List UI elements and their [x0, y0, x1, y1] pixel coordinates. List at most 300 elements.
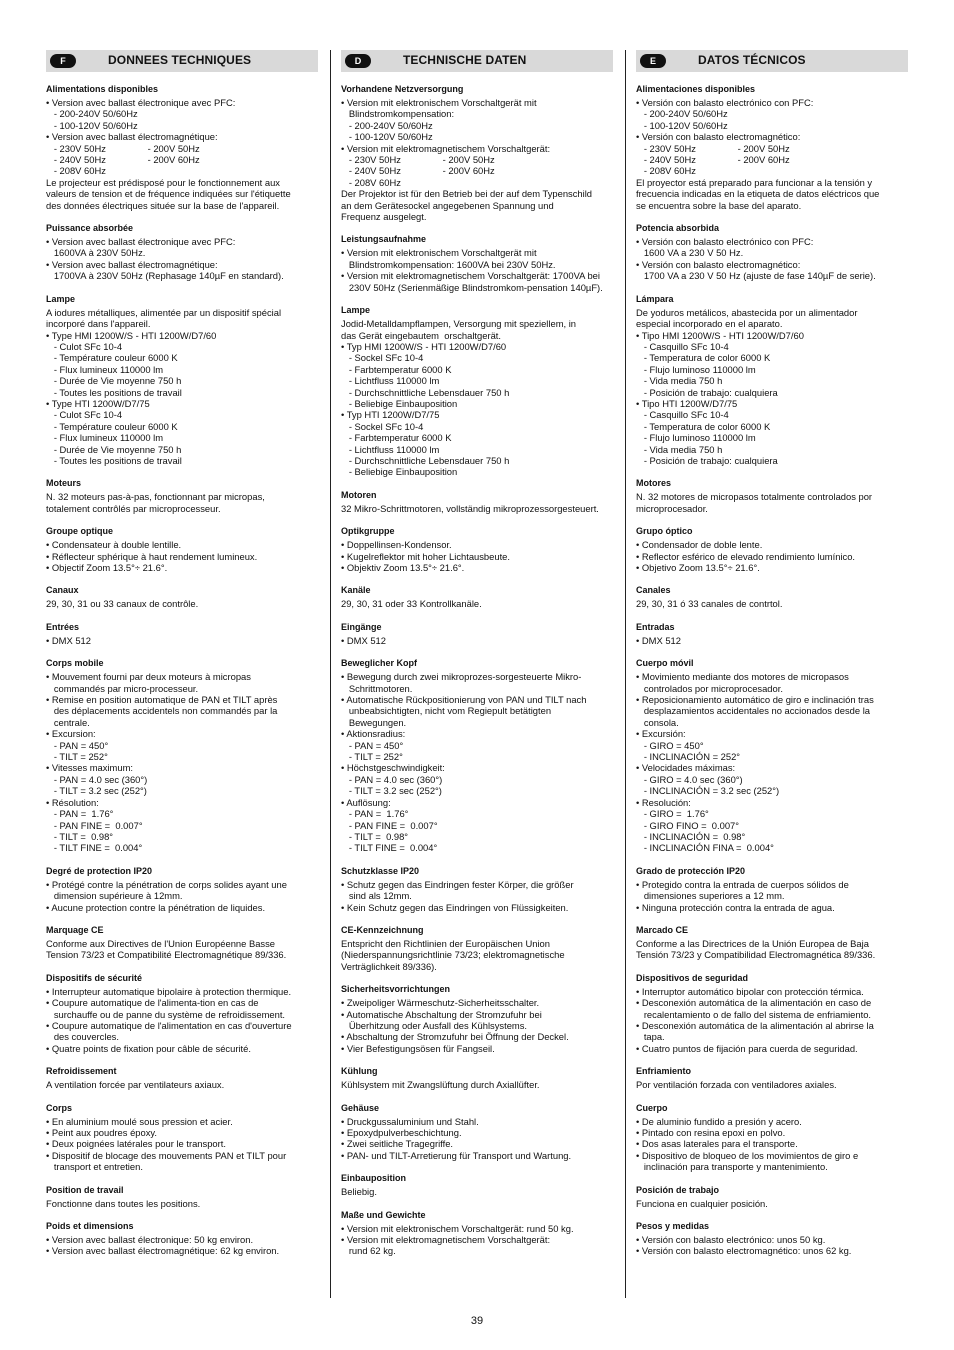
- spec-line: - TILT = 3.2 sec (252°): [46, 785, 147, 797]
- spec-heading: Motoren: [341, 489, 377, 500]
- spec-line: • Type HMI 1200W/S - HTI 1200W/D7/60: [46, 329, 217, 341]
- spec-line: - TILT = 252°: [46, 751, 108, 763]
- spec-line: - Vida media 750 h: [636, 443, 723, 455]
- spec-line: - INCLINACIÓN = 252°: [636, 751, 741, 763]
- spec-line: • Version avec ballast électromagnétique:: [46, 131, 218, 143]
- spec-line: • Excursión:: [636, 728, 686, 740]
- spec-line: • Automatische Abschaltung der Stromzufuhr bei: [341, 1008, 542, 1020]
- spec-line: • En aluminium moulé sous pression et acier.: [46, 1115, 233, 1127]
- spec-heading: Einbauposition: [341, 1173, 406, 1184]
- spec-line: unbeabsichtigten, nicht vom Regiepult betätigten: [341, 705, 552, 717]
- spec-section: [341, 1102, 613, 1162]
- spec-line: - INCLINACIÓN = 0.98°: [636, 830, 746, 842]
- spec-section: [341, 1209, 613, 1257]
- spec-line: - INCLINACIÓN FINA = 0.004°: [636, 842, 774, 854]
- spec-line: • Reposicionamiento automático de giro e inclinación tras: [636, 694, 874, 706]
- spec-line: - 240V 50Hz - 200V 60Hz: [636, 154, 790, 166]
- spec-line: El proyector está preparado para funcionar a la tensión y: [636, 176, 873, 188]
- spec-line: • Vier Befestigungsösen für Fangseil.: [341, 1042, 495, 1054]
- spec-line: • Remise en position automatique de PAN et TILT après: [46, 694, 278, 706]
- spec-line: Kühlsystem mit Zwangslüftung durch Axiallüfter.: [341, 1079, 540, 1091]
- spec-line: - 208V 60Hz: [341, 176, 401, 188]
- spec-line: Entspricht den Richtlinien der Europäischen Union: [341, 937, 550, 949]
- spec-line: - Casquillo SFc 10-4: [636, 409, 729, 421]
- spec-line: N. 32 moteurs pas-à-pas, fonctionnant par micropas,: [46, 491, 265, 503]
- spec-heading: Grupo óptico: [636, 526, 693, 537]
- spec-line: • DMX 512: [341, 634, 386, 646]
- spec-line: • Dispositif de blocage des mouvements PAN et TILT pour: [46, 1149, 287, 1161]
- spec-line: • Velocidades máximas:: [636, 762, 736, 774]
- language-badge: D: [345, 54, 371, 68]
- spec-line: surchauffe ou de panne du système de refroidissement.: [46, 1008, 286, 1020]
- spec-line: - Lichtfluss 110000 lm: [341, 375, 440, 387]
- spec-heading: Dispositivos de seguridad: [636, 972, 749, 983]
- spec-line: - Farbtemperatur 6000 K: [341, 432, 452, 444]
- spec-line: Conforme a las Directrices de la Unión Europea de Baja: [636, 937, 869, 949]
- spec-line: • Excursion:: [46, 728, 96, 740]
- spec-line: - Lichtfluss 110000 lm: [341, 443, 440, 455]
- spec-line: - Flujo luminoso 110000 lm: [636, 363, 756, 375]
- spec-line: N. 32 motores de micropasos totalmente controlados por: [636, 491, 873, 503]
- spec-heading: Canaux: [46, 585, 79, 596]
- spec-line: • Kein Schutz gegen das Eindringen von Flüssigkeiten.: [341, 901, 569, 913]
- spec-line: des couvercles.: [46, 1031, 119, 1043]
- spec-line: • Versión con balasto electrónico con PFC:: [636, 236, 814, 248]
- spec-section: [46, 83, 318, 211]
- spec-line: - Durchschnittliche Lebensdauer 750 h: [341, 386, 510, 398]
- spec-line: Jodid-Metalldampflampen, Versorgung mit speziellem, in: [341, 318, 577, 330]
- spec-heading: Maße und Gewichte: [341, 1209, 426, 1220]
- spec-line: • Mouvement fourni par deux moteurs à micropas: [46, 671, 251, 683]
- spec-heading: Cuerpo: [636, 1102, 668, 1113]
- spec-line: 1600 VA a 230 V 50 Hz.: [636, 247, 744, 259]
- column-german: [341, 50, 613, 1268]
- spec-line: • Version mit elektronischem Vorschaltgerät: rund 50 kg.: [341, 1222, 574, 1234]
- spec-line: 230V 50Hz (Serienmäßige Blindstromkom-pensation 140µF).: [341, 281, 603, 293]
- spec-line: • Version avec ballast électronique: 50 kg environ.: [46, 1234, 254, 1246]
- spec-section: [341, 83, 613, 222]
- spec-line: • Tipo HTI 1200W/D7/75: [636, 397, 738, 409]
- spec-heading: Sicherheitsvorrichtungen: [341, 984, 451, 995]
- spec-section: [46, 865, 318, 913]
- spec-line: - TILT = 3.2 sec (252°): [341, 785, 442, 797]
- spec-line: 1700VA à 230V 50Hz (Rephasage 140µF en standard).: [46, 270, 284, 282]
- spec-line: centrale.: [46, 716, 90, 728]
- spec-heading: Kühlung: [341, 1066, 378, 1077]
- spec-line: A iodures métalliques, alimentée par un dispositif spécial: [46, 306, 282, 318]
- spec-section: [636, 924, 908, 961]
- spec-heading: Leistungsaufnahme: [341, 234, 427, 245]
- spec-heading: Canales: [636, 585, 671, 596]
- spec-heading: Entrées: [46, 621, 80, 632]
- spec-line: • Schutz gegen das Eindringen fester Körper, die größer: [341, 878, 574, 890]
- spec-heading: Lámpara: [636, 293, 674, 304]
- spec-line: - 200-240V 50/60Hz: [636, 108, 728, 120]
- spec-section: [341, 304, 613, 478]
- spec-line: Fonctionne dans toutes les positions.: [46, 1197, 201, 1209]
- spec-heading: Entradas: [636, 621, 675, 632]
- spec-section: [636, 1220, 908, 1257]
- spec-line: • Versión con balasto electromagnético: unos 62 kg.: [636, 1245, 852, 1257]
- spec-line: • Version avec ballast électronique avec PFC:: [46, 97, 236, 108]
- spec-heading: Grado de protección IP20: [636, 865, 746, 876]
- spec-line: tapa.: [636, 1031, 665, 1043]
- spec-line: • Versión con balasto electrónico con PFC:: [636, 97, 814, 108]
- spec-line: • DMX 512: [46, 634, 91, 646]
- spec-section: [46, 477, 318, 514]
- spec-line: • Résolution:: [46, 796, 99, 808]
- spec-line: • Objektiv Zoom 13.5°÷ 21.6°.: [341, 562, 465, 573]
- spec-heading: CE-Kennzeichnung: [341, 924, 424, 935]
- spec-heading: Dispositifs de sécurité: [46, 972, 143, 983]
- language-badge: F: [50, 54, 76, 68]
- column-title: DATOS TÉCNICOS: [698, 53, 806, 67]
- spec-line: A ventilation forcée par ventilateurs axiaux.: [46, 1079, 225, 1091]
- spec-line: - PAN = 1.76°: [46, 808, 114, 820]
- spec-line: • Epoxydpulverbeschichtung.: [341, 1127, 462, 1138]
- spec-line: se encuentra sobre la base del aparato.: [636, 199, 802, 211]
- spec-line: dimensiones superiores a 12 mm.: [636, 890, 785, 902]
- spec-heading: Degré de protection IP20: [46, 865, 153, 876]
- spec-line: - Sockel SFc 10-4: [341, 352, 424, 364]
- spec-line: • Bewegung durch zwei mikroprozes-sorgesteuerte Mikro-: [341, 671, 582, 683]
- spec-heading: Lampe: [46, 293, 76, 304]
- spec-section: [46, 972, 318, 1054]
- spec-line: an dem Gerätesockel angegebenen Spannung und: [341, 199, 554, 211]
- spec-line: • Druckgussaluminium und Stahl.: [341, 1115, 479, 1127]
- spec-line: • Version mit elektromagnetischem Vorschaltgerät:: [341, 1234, 551, 1246]
- spec-line: • Cuatro puntos de fijación para cuerda de seguridad.: [636, 1042, 858, 1054]
- spec-line: • Vitesses maximum:: [46, 762, 133, 774]
- spec-line: Le projecteur est prédisposé pour le fonctionnement aux: [46, 176, 280, 188]
- spec-line: - Sockel SFc 10-4: [341, 420, 424, 432]
- spec-line: - Temperatura de color 6000 K: [636, 420, 771, 432]
- spec-line: - Beliebige Einbauposition: [341, 466, 458, 478]
- spec-line: - TILT FINE = 0.004°: [341, 842, 438, 854]
- spec-heading: Cuerpo móvil: [636, 658, 694, 669]
- spec-line: - Durée de Vie moyenne 750 h: [46, 375, 182, 387]
- spec-line: • Movimiento mediante dos motores de micropasos: [636, 671, 849, 683]
- spec-section: [341, 489, 613, 514]
- spec-line: • Zweipoliger Wärmeschutz-Sicherheitsschalter.: [341, 997, 540, 1009]
- spec-line: - PAN FINE = 0.007°: [341, 819, 438, 831]
- spec-line: - Posición de trabajo: cualquiera: [636, 454, 778, 466]
- spec-line: - Température couleur 6000 K: [46, 420, 178, 432]
- spec-section: [46, 222, 318, 282]
- spec-section: [46, 584, 318, 609]
- spec-line: • Typ HTI 1200W/D7/75: [341, 409, 440, 421]
- spec-line: • Peint aux poudres époxy.: [46, 1127, 157, 1138]
- spec-line: • Auflösung:: [341, 796, 391, 808]
- spec-section: [341, 525, 613, 573]
- spec-line: - Vida media 750 h: [636, 375, 723, 387]
- spec-section: [636, 83, 908, 211]
- spec-line: • Automatische Rückpositionierung von PAN und TILT nach: [341, 694, 587, 706]
- spec-line: dimension supérieure à 12mm.: [46, 890, 183, 902]
- spec-line: - 100-120V 50/60Hz: [636, 119, 728, 131]
- language-badge: E: [640, 54, 666, 68]
- column-title: TECHNISCHE DATEN: [403, 53, 527, 67]
- spec-line: Schrittmotoren.: [341, 682, 413, 694]
- spec-line: • Aktionsradius:: [341, 728, 406, 740]
- spec-line: • Réflecteur sphérique à haut rendement lumineux.: [46, 550, 258, 562]
- spec-line: - INCLINACIÓN = 3.2 sec (252°): [636, 785, 780, 797]
- spec-section: [46, 657, 318, 854]
- spec-line: • Type HTI 1200W/D7/75: [46, 397, 150, 409]
- spec-line: • Versión con balasto electrónico: unos 50 kg.: [636, 1234, 826, 1246]
- spec-line: • Desconexión automática de la alimentación al abrirse la: [636, 1019, 874, 1031]
- spec-line: - PAN FINE = 0.007°: [46, 819, 143, 831]
- spec-section: [46, 293, 318, 467]
- spec-heading: Alimentaciones disponibles: [636, 84, 756, 94]
- spec-heading: Lampe: [341, 305, 371, 316]
- page-number: 39: [470, 1315, 484, 1327]
- spec-line: • Version mit elektromagnetischem Vorschaltgerät:: [341, 142, 551, 154]
- spec-heading: Enfriamiento: [636, 1066, 692, 1077]
- spec-line: - Toutes les positions de travail: [46, 386, 182, 398]
- spec-line: • Typ HMI 1200W/S - HTI 1200W/D7/60: [341, 340, 507, 352]
- spec-line: - TILT = 0.98°: [341, 830, 409, 842]
- spec-line: • Tipo HMI 1200W/S - HTI 1200W/D7/60: [636, 329, 804, 341]
- spec-line: controlados por microprocesador.: [636, 682, 783, 694]
- spec-heading: Beweglicher Kopf: [341, 658, 418, 669]
- spec-line: - 230V 50Hz - 200V 50Hz: [636, 142, 790, 154]
- spec-line: • Doppellinsen-Kondensor.: [341, 539, 452, 551]
- spec-section: [636, 584, 908, 609]
- spec-line: • Version avec ballast électronique avec PFC:: [46, 236, 236, 248]
- spec-line: - Température couleur 6000 K: [46, 352, 178, 364]
- spec-line: - Casquillo SFc 10-4: [636, 340, 729, 352]
- spec-line: • Dispositivo de bloqueo de los movimientos de giro e: [636, 1149, 859, 1161]
- spec-line: - 208V 60Hz: [636, 165, 696, 177]
- spec-line: • Interruptor automático bipolar con protección térmica.: [636, 985, 864, 997]
- spec-line: • Resolución:: [636, 796, 691, 808]
- spec-line: • DMX 512: [636, 634, 681, 646]
- spec-line: Blindstromkompensation:: [341, 108, 455, 120]
- spec-line: Conforme aux Directives de l'Union Européenne Basse: [46, 937, 275, 949]
- spec-line: - 100-120V 50/60Hz: [341, 131, 433, 143]
- spec-section: [341, 584, 613, 609]
- spec-section: [46, 1184, 318, 1209]
- spec-line: valeurs de tension et de fréquence indiquées sur l'étiquette: [46, 188, 291, 200]
- spec-line: • Zwei seitliche Tragegriffe.: [341, 1138, 454, 1150]
- spec-line: • Höchstgeschwindigkeit:: [341, 762, 445, 774]
- spec-line: - PAN = 450°: [341, 739, 404, 751]
- spec-line: desplazamientos accidentales no accionados desde la: [636, 705, 871, 717]
- spec-line: - PAN = 4.0 sec (360°): [341, 773, 443, 785]
- spec-line: • Version mit elektronischem Vorschaltgerät mit: [341, 97, 537, 108]
- spec-heading: Eingänge: [341, 621, 382, 632]
- spec-section: [341, 1172, 613, 1197]
- spec-heading: Marquage CE: [46, 924, 104, 935]
- spec-line: incorporé dans l'appareil.: [46, 318, 151, 330]
- spec-line: - Culot SFc 10-4: [46, 409, 123, 421]
- spec-line: - 200-240V 50/60Hz: [46, 108, 138, 120]
- spec-line: 32 Mikro-Schrittmotoren, vollständig mikroprozessorgesteuert.: [341, 502, 599, 514]
- spec-line: microprocesador.: [636, 502, 708, 514]
- spec-line: frecuencia indicadas en la etiqueta de datos eléctricos que: [636, 188, 880, 200]
- spec-line: - GIRO = 1.76°: [636, 808, 709, 820]
- column-french: [46, 50, 318, 1268]
- spec-line: - Flujo luminoso 110000 lm: [636, 432, 756, 444]
- spec-heading: Corps: [46, 1102, 73, 1113]
- spec-heading: Kanäle: [341, 585, 371, 596]
- spec-line: - 230V 50Hz - 200V 50Hz: [341, 154, 495, 166]
- spec-line: des données électriques située sur la base de l'appareil.: [46, 199, 280, 211]
- spec-line: • Protegido contra la entrada de cuerpos sólidos de: [636, 878, 849, 890]
- spec-heading: Vorhandene Netzversorgung: [341, 84, 464, 94]
- spec-line: • Pintado con resina epoxi en polvo.: [636, 1127, 786, 1138]
- spec-section: [46, 924, 318, 961]
- spec-line: - Durchschnittliche Lebensdauer 750 h: [341, 454, 510, 466]
- spec-line: • De aluminio fundido a presión y acero.: [636, 1115, 802, 1127]
- spec-heading: Gehäuse: [341, 1102, 380, 1113]
- column-divider: [625, 50, 626, 1298]
- spec-line: - 200-240V 50/60Hz: [341, 119, 433, 131]
- spec-line: - Culot SFc 10-4: [46, 340, 123, 352]
- spec-section: [636, 525, 908, 573]
- spec-line: • Version mit elektronischem Vorschaltgerät mit: [341, 247, 537, 259]
- spec-section: [636, 657, 908, 854]
- spec-heading: Moteurs: [46, 478, 82, 489]
- spec-section: [341, 657, 613, 854]
- column-spanish: [636, 50, 908, 1268]
- spec-line: - 230V 50Hz - 200V 50Hz: [46, 142, 200, 154]
- spec-line: • Desconexión automática de la alimentación en caso de: [636, 997, 872, 1009]
- spec-line: - 240V 50Hz - 200V 60Hz: [46, 154, 200, 166]
- spec-line: • Quatre points de fixation pour câble de sécurité.: [46, 1042, 251, 1054]
- spec-line: • Interrupteur automatique bipolaire à protection thermique.: [46, 985, 292, 997]
- spec-line: Por ventilación forzada con ventiladores axiales.: [636, 1079, 837, 1091]
- spec-line: - 240V 50Hz - 200V 60Hz: [341, 165, 495, 177]
- spec-line: - Farbtemperatur 6000 K: [341, 363, 452, 375]
- spec-line: - GIRO FINO = 0.007°: [636, 819, 739, 831]
- column-title: DONNEES TECHNIQUES: [108, 53, 252, 67]
- spec-line: - PAN = 1.76°: [341, 808, 409, 820]
- spec-section: [636, 621, 908, 646]
- spec-line: - Temperatura de color 6000 K: [636, 352, 771, 364]
- spec-line: Funciona en cualquier posición.: [636, 1197, 768, 1209]
- spec-line: • Condensador de doble lente.: [636, 539, 763, 551]
- spec-line: - GIRO = 4.0 sec (360°): [636, 773, 743, 785]
- spec-line: • Coupure automatique de l'alimenta-tion en cas de: [46, 997, 259, 1009]
- spec-line: 29, 30, 31 ó 33 canales de contrtol.: [636, 598, 783, 610]
- spec-line: rund 62 kg.: [341, 1245, 396, 1257]
- spec-line: - PAN = 450°: [46, 739, 109, 751]
- spec-line: • Objetivo Zoom 13.5°÷ 21.6°.: [636, 562, 760, 573]
- section-header: [46, 50, 318, 72]
- spec-line: (Niederspannungsrichtlinie 73/23; elektromagnetische: [341, 949, 565, 961]
- spec-line: sind als 12mm.: [341, 890, 412, 902]
- spec-section: [636, 1102, 908, 1173]
- spec-line: • Protégé contre la pénétration de corps solides ayant une: [46, 878, 287, 890]
- spec-line: transport et entretien.: [46, 1161, 143, 1173]
- spec-section: [341, 924, 613, 972]
- spec-heading: Marcado CE: [636, 924, 689, 935]
- spec-line: De yoduros metálicos, abastecida por un alimentador: [636, 306, 858, 318]
- spec-line: • Ninguna protección contra la entrada de agua.: [636, 901, 835, 913]
- spec-heading: Optikgruppe: [341, 526, 395, 537]
- spec-line: • Aucune protection contre la pénétration de liquides.: [46, 901, 266, 913]
- spec-heading: Puissance absorbée: [46, 223, 134, 234]
- spec-line: - Posición de trabajo: cualquiera: [636, 386, 778, 398]
- spec-line: - Flux lumineux 110000 lm: [46, 363, 164, 375]
- spec-line: - TILT = 252°: [341, 751, 403, 763]
- spec-line: • Condensateur à double lentille.: [46, 539, 182, 551]
- spec-line: commandés par micro-processeur.: [46, 682, 199, 694]
- spec-line: - TILT FINE = 0.004°: [46, 842, 143, 854]
- spec-section: [341, 233, 613, 293]
- spec-line: totalement contrôlés par microprocesseur.: [46, 502, 221, 514]
- spec-line: Beliebig.: [341, 1186, 377, 1198]
- spec-heading: Posición de trabajo: [636, 1184, 720, 1195]
- spec-section: [636, 222, 908, 282]
- spec-heading: Corps mobile: [46, 658, 104, 669]
- spec-line: • Kugelreflektor mit hoher Lichtausbeute.: [341, 550, 511, 562]
- spec-line: • Version avec ballast électromagnétique: 62 kg environ.: [46, 1245, 280, 1257]
- spec-section: [636, 293, 908, 467]
- spec-section: [341, 621, 613, 646]
- spec-heading: Alimentations disponibles: [46, 84, 159, 94]
- spec-line: • Abschaltung der Stromzufuhr bei Öffnung der Deckel.: [341, 1031, 569, 1043]
- column-divider: [330, 50, 331, 1298]
- spec-line: Tensión 73/23 y Compatibilidad Electromagnética 89/336.: [636, 949, 876, 961]
- spec-section: [46, 1220, 318, 1257]
- spec-line: - TILT = 0.98°: [46, 830, 114, 842]
- spec-line: • Coupure automatique de l'alimentation en cas d'ouverture: [46, 1019, 292, 1031]
- spec-line: Bewegungen.: [341, 716, 407, 728]
- spec-line: 1700 VA a 230 V 50 Hz (ajuste de fase 140µF de serie).: [636, 270, 876, 282]
- spec-line: 29, 30, 31 oder 33 Kontrollkanäle.: [341, 598, 482, 610]
- spec-line: Tension 73/23 et Compatibilité Electromagnétique 89/336.: [46, 949, 287, 961]
- spec-line: Überhitzung oder Ausfall des Kühlsystems.: [341, 1019, 528, 1031]
- spec-line: - Durée de Vie moyenne 750 h: [46, 443, 182, 455]
- spec-line: - 100-120V 50/60Hz: [46, 119, 138, 131]
- spec-section: [636, 1065, 908, 1090]
- spec-section: [636, 1184, 908, 1209]
- section-header: [636, 50, 908, 72]
- spec-line: - GIRO = 450°: [636, 739, 704, 751]
- spec-heading: Motores: [636, 478, 672, 489]
- spec-section: [341, 1065, 613, 1090]
- spec-section: [636, 972, 908, 1054]
- spec-line: - Toutes les positions de travail: [46, 454, 182, 466]
- spec-line: Verträglichkeit 89/336).: [341, 960, 437, 972]
- spec-line: • Dos asas laterales para el transporte.: [636, 1138, 798, 1150]
- spec-section: [46, 1102, 318, 1173]
- spec-line: • Deux poignées latérales pour le transport.: [46, 1138, 226, 1150]
- spec-section: [46, 1065, 318, 1090]
- spec-heading: Groupe optique: [46, 526, 113, 537]
- spec-line: inclinación para transporte y mantenimiento.: [636, 1161, 828, 1173]
- spec-line: • PAN- und TILT-Arretierung für Transport und Wartung.: [341, 1149, 572, 1161]
- spec-section: [636, 865, 908, 913]
- spec-line: - Flux lumineux 110000 lm: [46, 432, 164, 444]
- section-header: [341, 50, 613, 72]
- spec-line: - PAN = 4.0 sec (360°): [46, 773, 148, 785]
- spec-line: 29, 30, 31 ou 33 canaux de contrôle.: [46, 598, 199, 610]
- spec-heading: Schutzklasse IP20: [341, 865, 420, 876]
- spec-heading: Refroidissement: [46, 1066, 117, 1077]
- spec-line: - 208V 60Hz: [46, 165, 106, 177]
- spec-heading: Position de travail: [46, 1184, 124, 1195]
- spec-line: • Versión con balasto electromagnético:: [636, 258, 801, 270]
- spec-heading: Poids et dimensions: [46, 1221, 134, 1232]
- spec-line: Frequenz ausgelegt.: [341, 211, 427, 223]
- spec-line: • Version avec ballast électromagnétique:: [46, 258, 218, 270]
- spec-line: - Beliebige Einbauposition: [341, 397, 458, 409]
- spec-section: [341, 865, 613, 913]
